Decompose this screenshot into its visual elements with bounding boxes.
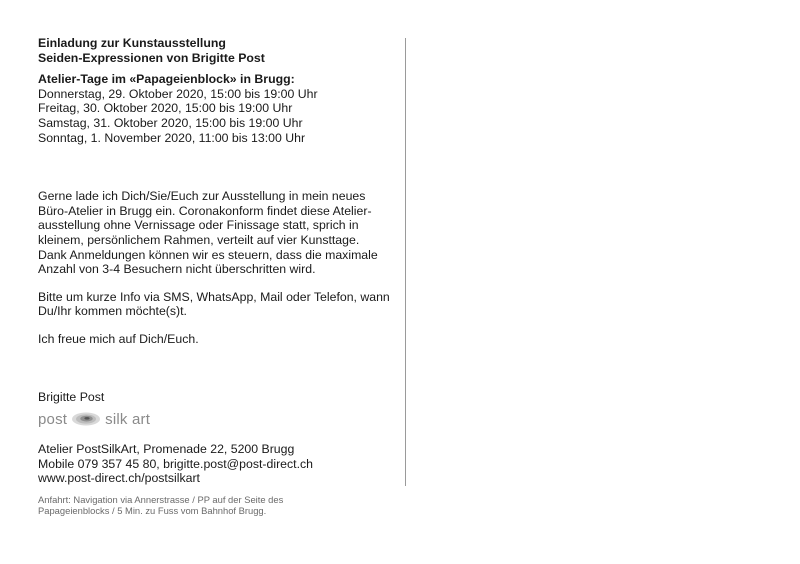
directions-line: Papageienblocks / 5 Min. zu Fuss vom Bahnhof Brugg. xyxy=(38,505,267,517)
paragraph-line: Ich freue mich auf Dich/Euch. xyxy=(38,331,199,346)
paragraph-line: Dank Anmeldungen können wir es steuern, dass die maximale xyxy=(38,247,378,262)
paragraph-line: kleinem, persönlichem Rahmen, verteilt auf vier Kunsttage. xyxy=(38,232,360,247)
directions-note xyxy=(38,494,398,517)
center-divider xyxy=(405,38,406,486)
contact-address: Atelier PostSilkArt, Promenade 22, 5200 Brugg xyxy=(38,442,295,457)
paragraph-line: ausstellung ohne Vernissage oder Finissage statt, sprich in xyxy=(38,218,359,233)
paragraph-line: Anzahl von 3-4 Besuchern nicht überschritten wird. xyxy=(38,262,316,277)
contact-website: www.post-direct.ch/postsilkart xyxy=(38,471,200,486)
postsilkart-logo xyxy=(38,410,398,428)
invitation-paragraph-1 xyxy=(38,189,398,277)
invitation-heading xyxy=(38,36,398,65)
directions-line: Anfahrt: Navigation via Annerstrasse / PP auf der Seite des xyxy=(38,493,284,505)
date-line: Samstag, 31. Oktober 2020, 15:00 bis 19:00 Uhr xyxy=(38,115,303,130)
paragraph-line: Du/Ihr kommen möchte(s)t. xyxy=(38,304,187,319)
heading-line-1: Einladung zur Kunstausstellung xyxy=(38,36,226,50)
date-line: Sonntag, 1. November 2020, 11:00 bis 13:00 Uhr xyxy=(38,130,306,145)
paragraph-line: Bitte um kurze Info via SMS, WhatsApp, Mail oder Telefon, wann xyxy=(38,289,390,304)
signature-name: Brigitte Post xyxy=(38,389,105,404)
silk-swirl-icon xyxy=(71,411,101,427)
date-line: Freitag, 30. Oktober 2020, 15:00 bis 19:00 Uhr xyxy=(38,101,293,116)
invitation-text-column xyxy=(38,36,398,517)
date-line: Donnerstag, 29. Oktober 2020, 15:00 bis 19:00 Uhr xyxy=(38,86,318,101)
contact-phone-email: Mobile 079 357 45 80, brigitte.post@post-direct.ch xyxy=(38,456,313,471)
logo-text-left: post xyxy=(38,410,68,428)
contact-block xyxy=(38,442,398,486)
logo-text-right: silk art xyxy=(105,410,151,428)
signature-block xyxy=(38,390,398,429)
paragraph-line: Büro-Atelier in Brugg ein. Coronakonform findet diese Atelier- xyxy=(38,203,372,218)
atelier-days-title: Atelier-Tage im «Papageienblock» in Brugg: xyxy=(38,72,295,87)
invitation-paragraph-2 xyxy=(38,290,398,319)
atelier-days-section xyxy=(38,72,398,145)
paragraph-line: Gerne lade ich Dich/Sie/Euch zur Ausstellung in mein neues xyxy=(38,189,366,204)
invitation-paragraph-3 xyxy=(38,332,398,347)
heading-line-2: Seiden-Expressionen von Brigitte Post xyxy=(38,50,265,65)
